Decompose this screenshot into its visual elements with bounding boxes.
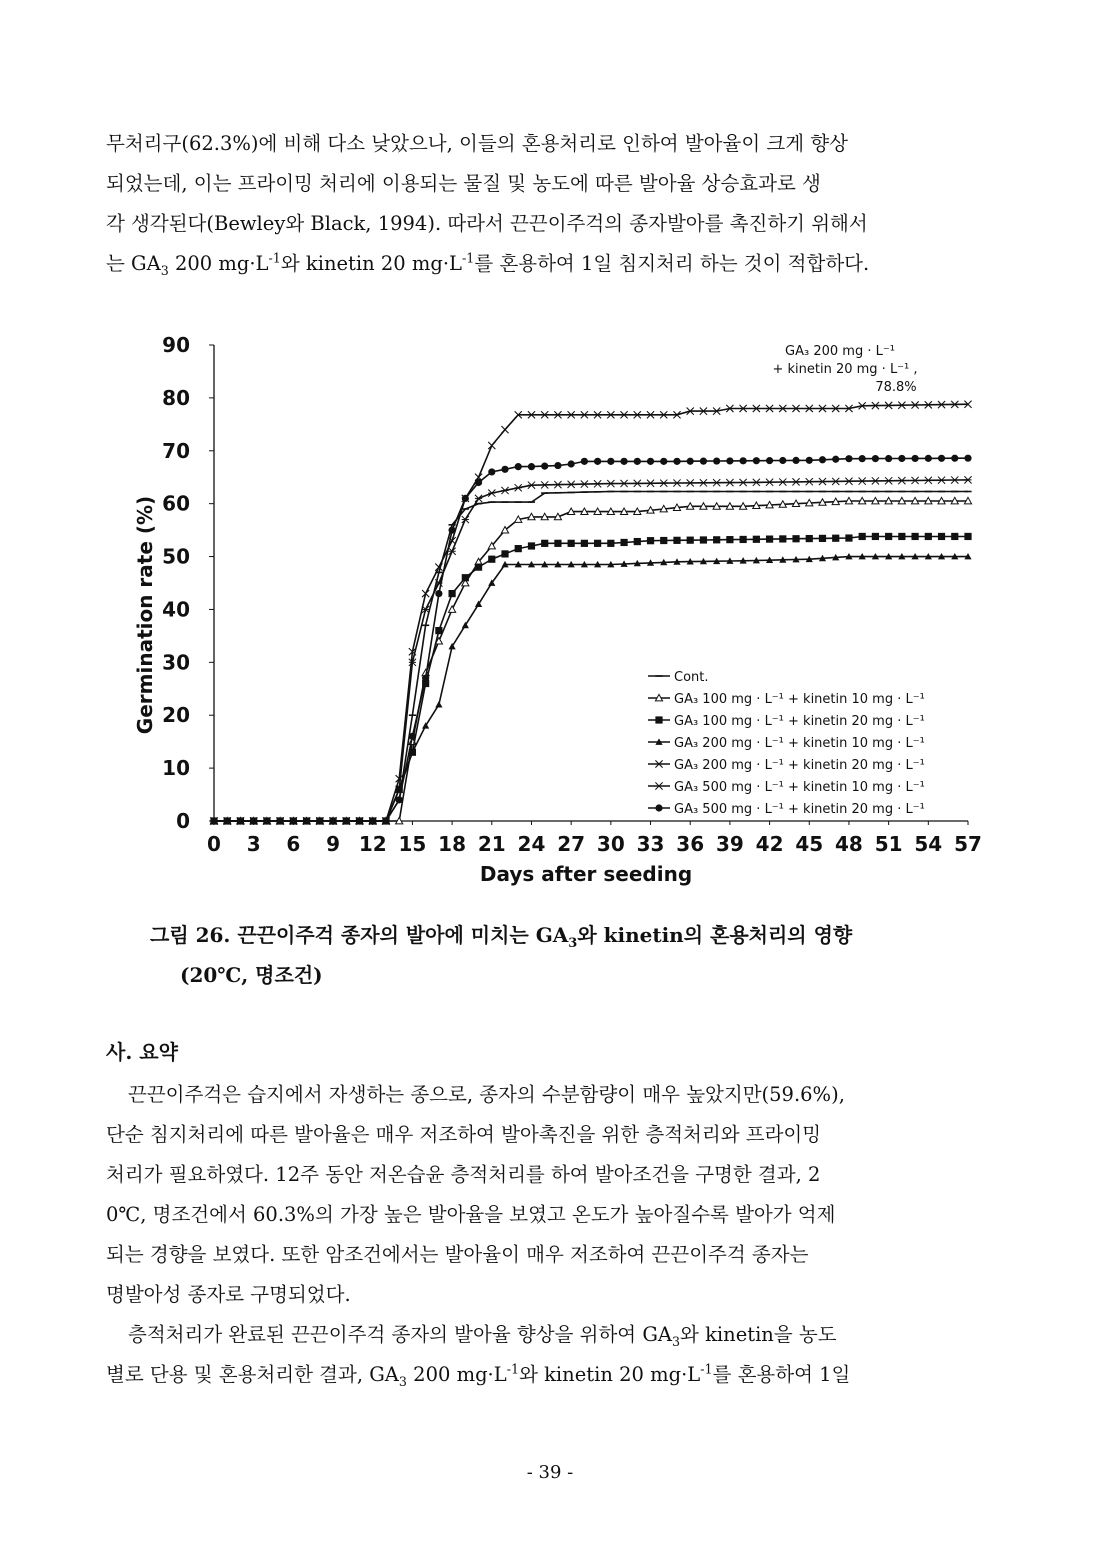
data-point [329,817,336,824]
y-tick-label: 10 [162,756,190,781]
y-tick-label: 50 [162,544,190,569]
data-point [369,817,376,824]
series-triangle-open [210,497,971,823]
data-point [581,540,588,547]
data-point [515,463,522,470]
data-point [409,733,416,740]
data-point [792,478,799,485]
x-axis-label: Days after seeding [479,862,693,886]
data-point [462,516,469,523]
data-point [713,536,720,543]
data-point [845,534,852,541]
legend-label: GA₃ 500 mg · L⁻¹ + kinetin 20 mg · L⁻¹ [674,802,925,817]
data-point [766,479,773,486]
x-tick-label: 51 [874,832,903,856]
data-point [541,481,548,488]
data-point [263,817,270,824]
data-point [911,533,918,540]
x-tick-label: 12 [358,832,387,856]
y-tick-label: 30 [162,650,190,675]
data-point [964,455,971,462]
paragraph-line: 각 생각된다(Bewley와 Black, 1994). 따라서 끈끈이주걱의 종자발아를 촉진하기 위해서 [106,212,868,235]
annotation-line: 78.8% [875,380,917,395]
data-point [210,817,217,824]
data-point [898,455,905,462]
data-point [951,476,958,483]
series-line [214,501,968,821]
data-point [250,817,257,824]
x-tick-label: 15 [398,832,427,856]
paragraph-line: 끈끈이주걱은 습지에서 자생하는 종으로, 종자의 수분함량이 매우 높았지만(59.6%), [128,1083,845,1106]
data-point [806,535,813,542]
data-point [660,537,667,544]
data-point [568,460,575,467]
y-tick-label: 70 [162,438,190,463]
legend-item [648,692,925,707]
data-point [859,477,866,484]
data-point [568,481,575,488]
data-point [303,817,310,824]
data-point [740,457,747,464]
data-point [382,817,389,824]
data-point [620,539,627,546]
data-point [964,476,971,483]
data-point [488,468,495,475]
data-point [845,478,852,485]
legend-label: GA₃ 500 mg · L⁻¹ + kinetin 10 mg · L⁻¹ [674,780,925,795]
data-point [740,479,747,486]
data-point [832,535,839,542]
data-point [872,455,879,462]
data-point [554,462,561,469]
data-point [859,455,866,462]
data-point [779,478,786,485]
data-point [885,533,892,540]
data-point [951,533,958,540]
legend-item [648,736,925,751]
page-number: - 39 - [526,1462,574,1483]
data-point [938,533,945,540]
data-point [766,457,773,464]
data-point [647,458,654,465]
data-point [620,480,627,487]
paragraph-line: 되었는데, 이는 프라이밍 처리에 이용되는 물질 및 농도에 따른 발아율 상승효과로 생 [106,172,821,195]
x-tick-label: 0 [207,832,221,856]
data-point [753,536,760,543]
legend-label: Cont. [674,670,709,685]
data-point [938,477,945,484]
data-point [501,466,508,473]
data-point [475,495,482,502]
top-paragraph [106,124,996,284]
data-point [462,495,469,502]
x-tick-label: 6 [286,832,301,856]
legend-item [648,802,925,817]
y-tick-label: 40 [162,597,190,622]
x-tick-label: 21 [477,832,506,856]
data-point [449,590,456,597]
legend-label: GA₃ 200 mg · L⁻¹ + kinetin 20 mg · L⁻¹ [674,758,925,773]
data-point [806,478,813,485]
data-point [462,574,469,581]
data-point [885,455,892,462]
y-axis-label: Germination rate (%) [133,495,157,735]
data-point [581,480,588,487]
data-point [872,477,879,484]
data-point [938,455,945,462]
chart-annotation [772,344,917,395]
data-point [872,533,879,540]
x-tick-label: 42 [755,832,784,856]
data-point [634,538,641,545]
data-point [700,479,707,486]
data-point [673,479,680,486]
data-point [237,817,244,824]
x-tick-label: 36 [676,832,705,856]
data-point [356,817,363,824]
data-point [660,480,667,487]
data-point [898,533,905,540]
data-point [713,479,720,486]
data-point [819,478,826,485]
caption-line: 그림 26. 끈끈이주걱 종자의 발아에 미치는 $GA_3$와 kinetin의 혼용처리의 영향 [150,923,853,951]
data-point [687,458,694,465]
data-point [885,477,892,484]
data-point [581,458,588,465]
data-point [607,480,614,487]
data-point [647,537,654,544]
x-tick-label: 54 [914,832,943,856]
data-point [951,455,958,462]
data-point [832,478,839,485]
data-point [753,479,760,486]
data-point [501,487,508,494]
data-point [607,458,614,465]
data-point [726,457,733,464]
legend-item [648,670,709,685]
data-point [832,456,839,463]
series-line [214,537,968,822]
data-point [792,535,799,542]
data-point [554,540,561,547]
data-point [594,458,601,465]
data-point [568,540,575,547]
data-point [541,540,548,547]
data-point [766,536,773,543]
section-heading: 사. 요약 [106,1040,178,1064]
legend-item [648,758,925,773]
annotation-line: GA₃ 200 mg · L⁻¹ [785,344,895,359]
data-point [488,556,495,563]
data-point [740,536,747,543]
data-point [647,480,654,487]
x-tick-label: 3 [246,832,261,856]
data-point [819,535,826,542]
legend-label: GA₃ 200 mg · L⁻¹ + kinetin 10 mg · L⁻¹ [674,736,925,751]
legend-label: GA₃ 100 mg · L⁻¹ + kinetin 10 mg · L⁻¹ [674,692,925,707]
data-point [634,480,641,487]
data-point [488,442,495,449]
paragraph-line: 처리가 필요하였다. 12주 동안 저온습윤 층적처리를 하여 발아조건을 구명한 결과, 2 [106,1163,821,1186]
paragraph-line: 는 $GA_3$ 200 $mg\cdot L^{-1}$와 kinetin 20 $mg\cdot L^{-1}$를 혼용하여 1일 침지처리 하는 것이 적합하다. [106,250,870,278]
legend-marker [655,716,662,723]
y-tick-label: 90 [162,333,190,357]
data-point [687,537,694,544]
data-point [422,675,429,682]
data-point [925,533,932,540]
figure-caption [150,915,970,995]
data-point [673,458,680,465]
data-point [911,455,918,462]
y-tick-label: 20 [162,703,190,728]
data-point [845,455,852,462]
data-point [435,627,442,634]
data-point [726,479,733,486]
legend-item [648,714,925,729]
paragraph-line: 층적처리가 완료된 끈끈이주걱 종자의 발아율 향상을 위하여 $GA_3$와 kinetin을 농도 [128,1323,837,1349]
x-tick-label: 18 [438,832,467,856]
x-tick-label: 57 [954,832,982,856]
paragraph-line: 0℃, 명조건에서 60.3%의 가장 높은 발아율을 보였고 온도가 높아질수록 발아가 억제 [106,1203,836,1226]
data-point [607,540,614,547]
data-point [541,463,548,470]
data-point [792,457,799,464]
data-point [925,455,932,462]
summary-paragraph [106,1075,996,1395]
x-tick-label: 33 [636,832,665,856]
data-point [806,457,813,464]
data-point [290,817,297,824]
paragraph-line: 무처리구(62.3%)에 비해 다소 낮았으나, 이들의 혼용처리로 인하여 발아율이 크게 향상 [106,132,848,155]
data-point [396,796,403,803]
data-point [528,542,535,549]
data-point [713,457,720,464]
data-point [316,817,323,824]
legend-item [648,780,925,795]
x-tick-label: 39 [715,832,744,856]
paragraph-line: 명발아성 종자로 구명되었다. [106,1283,351,1306]
data-point [726,536,733,543]
data-point [515,545,522,552]
paragraph-line: 단순 침지처리에 따른 발아율은 매우 저조하여 발아촉진을 위한 층적처리와 프라이밍 [106,1123,822,1146]
data-point [779,457,786,464]
data-point [594,540,601,547]
data-point [515,484,522,491]
data-point [634,458,641,465]
x-tick-label: 30 [596,832,625,856]
data-point [488,489,495,496]
data-point [700,458,707,465]
data-point [620,458,627,465]
data-point [435,701,442,707]
data-point [911,477,918,484]
data-point [435,590,442,597]
data-point [925,477,932,484]
data-point [501,550,508,557]
caption-line: (20℃, 명조건) [180,963,323,987]
data-point [277,817,284,824]
data-point [501,426,508,433]
legend-marker [655,782,662,789]
data-point [779,535,786,542]
data-point [964,533,971,540]
data-point [528,463,535,470]
data-point [859,533,866,540]
data-point [700,536,707,543]
x-tick-label: 48 [835,832,863,856]
chart-legend [648,670,925,817]
y-tick-label: 0 [176,809,190,833]
data-point [475,564,482,571]
x-tick-label: 24 [517,832,546,856]
data-point [343,817,350,824]
data-point [449,606,456,612]
data-point [819,456,826,463]
data-point [475,479,482,486]
data-point [673,537,680,544]
germination-line-chart [130,325,990,895]
data-point [528,482,535,489]
data-point [449,527,456,534]
data-point [554,481,561,488]
paragraph-line: 별로 단용 및 혼용처리한 결과, $GA_3$ 200 $mg\cdot L^{-1}$와 kinetin 20 $mg\cdot L^{-1}$를 혼용하여 1일 [106,1361,851,1389]
x-tick-label: 45 [795,832,824,856]
paragraph-line: 되는 경향을 보였다. 또한 암조건에서는 발아율이 매우 저조하여 끈끈이주걱 종자는 [106,1243,809,1266]
data-point [224,817,231,824]
data-point [687,479,694,486]
data-point [594,480,601,487]
data-point [753,457,760,464]
y-tick-label: 60 [162,491,190,516]
data-point [898,477,905,484]
chart-axes [162,333,982,856]
x-tick-label: 27 [557,832,586,856]
data-point [660,458,667,465]
annotation-line: + kinetin 20 mg · L⁻¹ , [772,362,918,377]
legend-marker [655,804,662,811]
legend-label: GA₃ 100 mg · L⁻¹ + kinetin 20 mg · L⁻¹ [674,714,925,729]
x-tick-label: 9 [326,832,341,856]
data-point [449,548,456,555]
y-tick-label: 80 [162,385,190,410]
